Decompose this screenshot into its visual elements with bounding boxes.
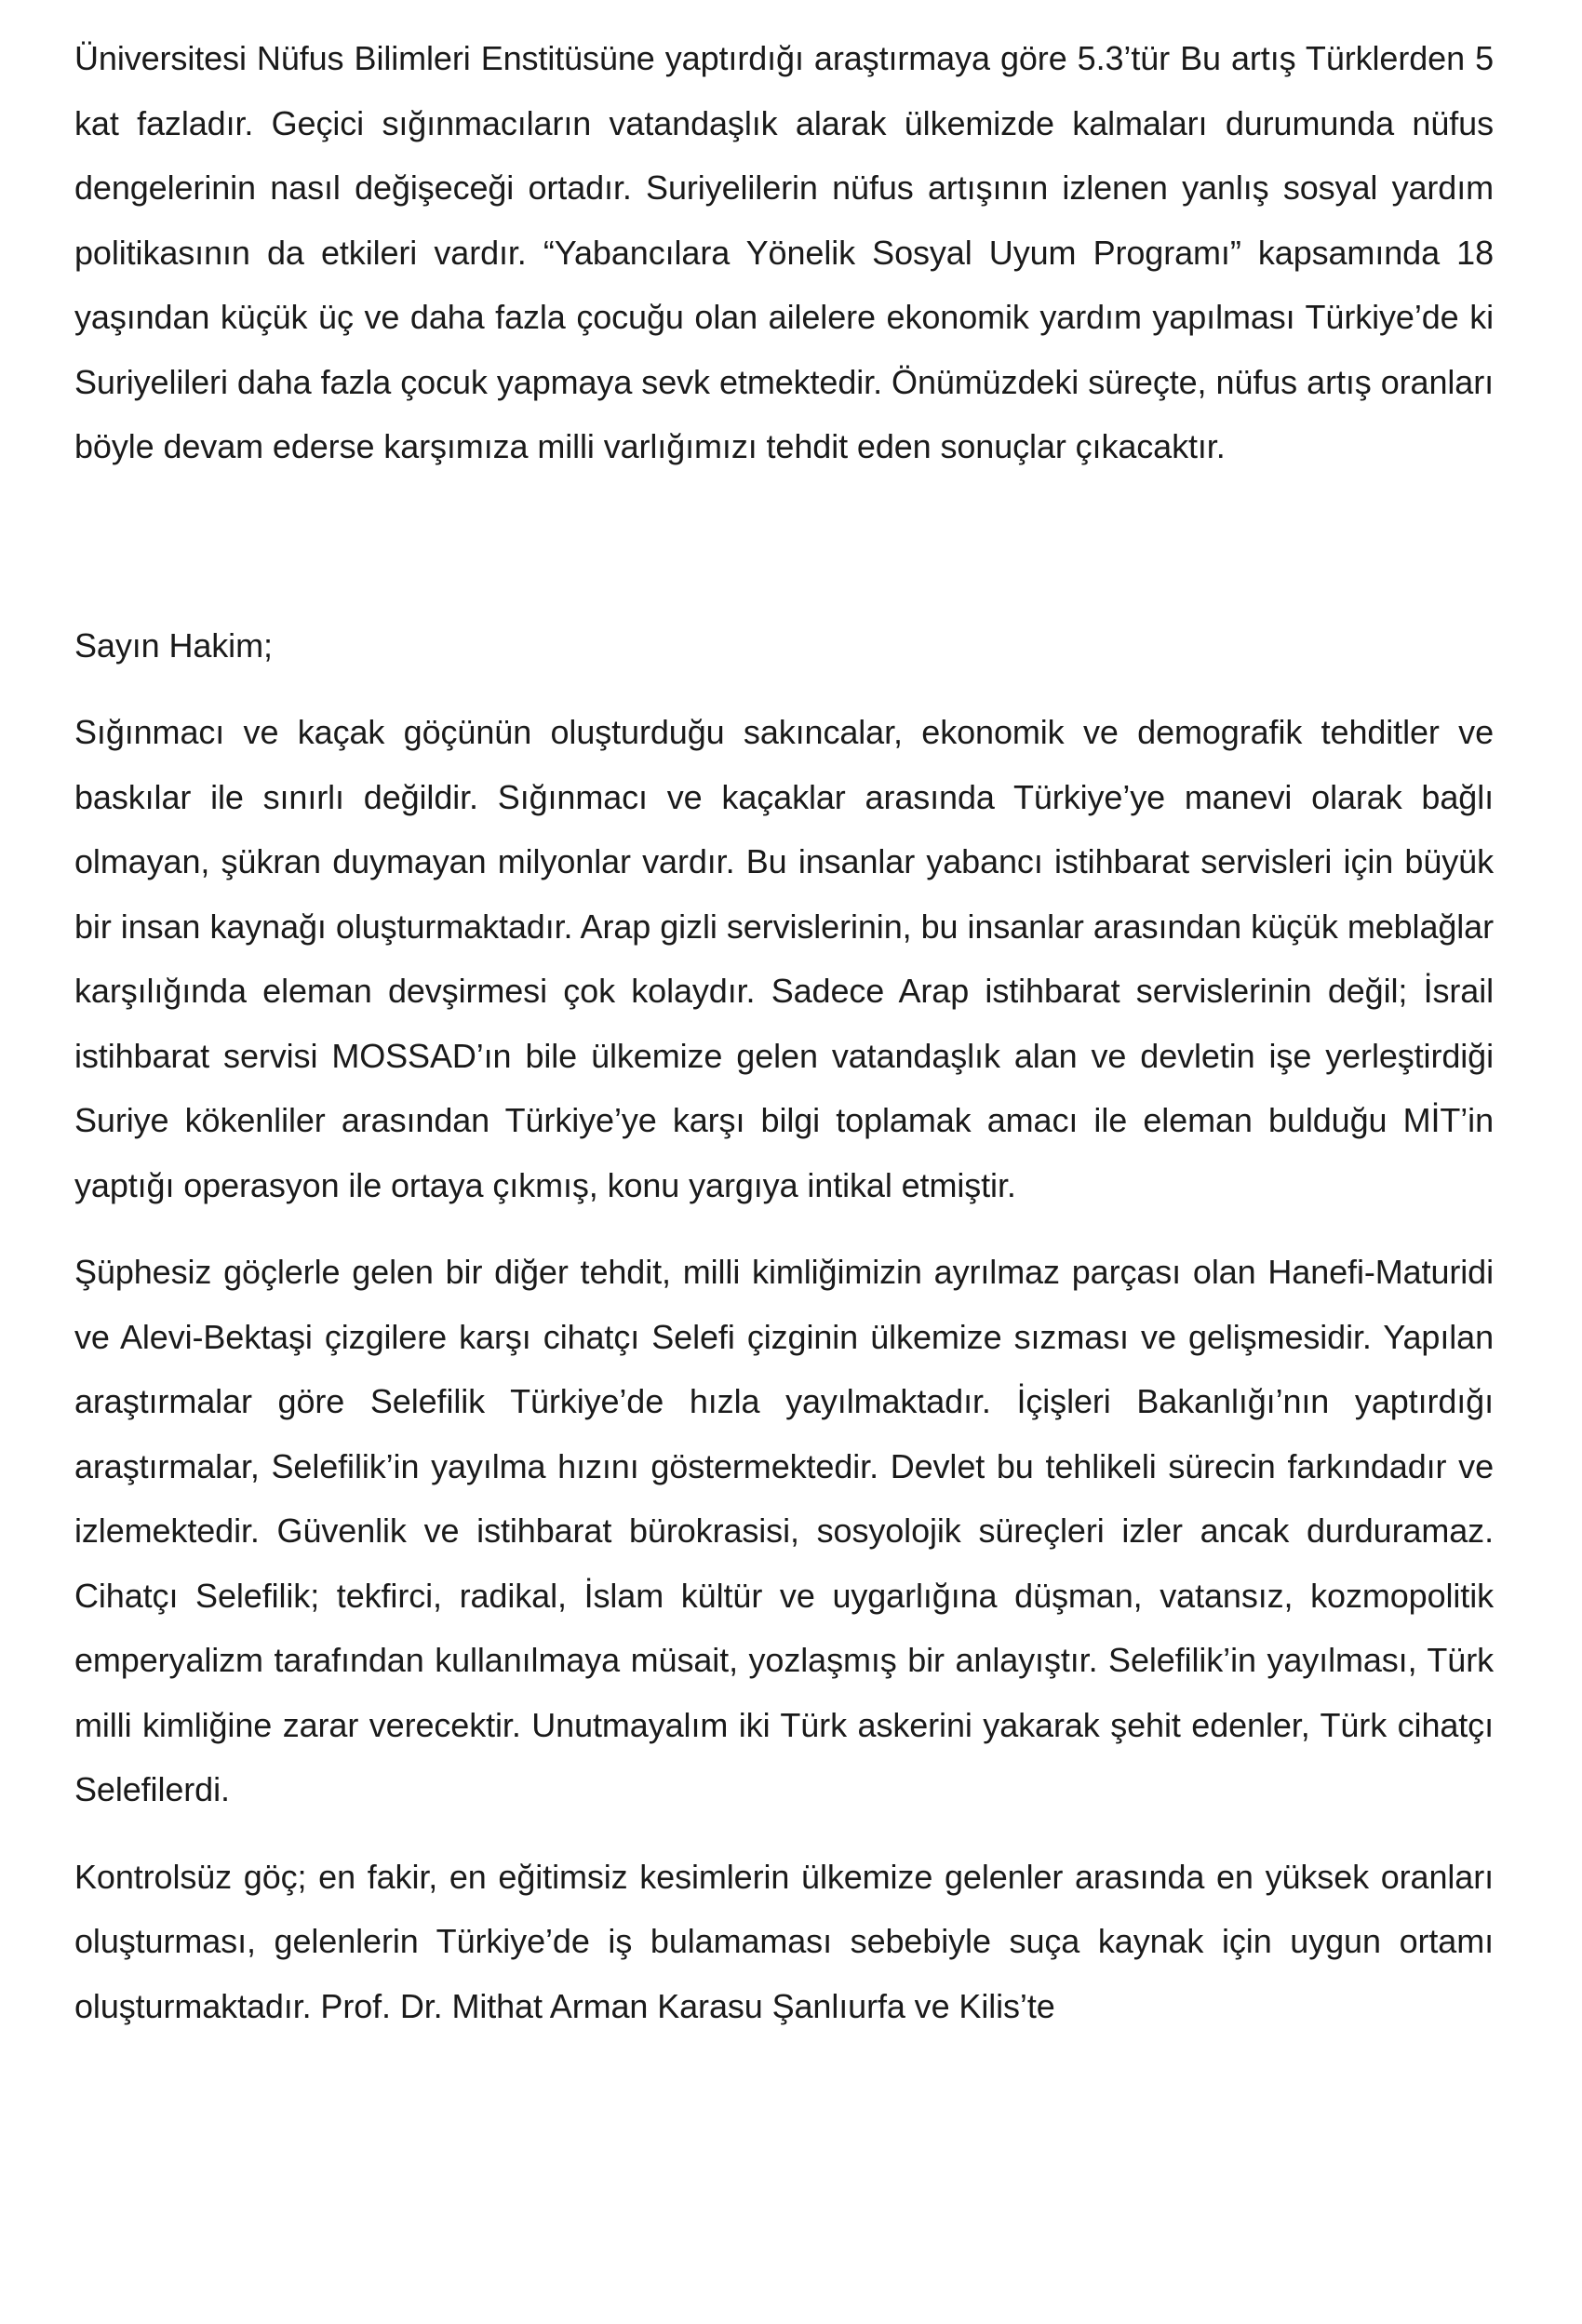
- salutation: Sayın Hakim;: [74, 625, 273, 665]
- paragraph-intelligence-threat: Sığınmacı ve kaçak göçünün oluşturduğu sakıncalar, ekonomik ve demografik tehditler ve baskılar ile sınırlı değildir. Sığınmacı ve kaçaklar arasında Türkiye’ye manevi olarak bağlı olmayan, şükran duymayan milyonlar vardır. Bu insanlar yabancı istihbarat servisleri için büyük bir insan kaynağı oluşturmaktadır. Arap gizli servislerinin, bu insanlar arasından küçük meblağlar karşılığında eleman devşirmesi çok kolaydır. Sadece Arap istihbarat servislerinin değil; İsrail istihbarat servisi MOSSAD’ın bile ülkemize gelen vatandaşlık alan ve devletin işe yerleştirdiği Suriye kökenliler arasından Türkiye’ye karşı bilgi toplamak amacı ile eleman bulduğu MİT’in yaptığı operasyon ile ortaya çıkmış, konu yargıya intikal etmiştir.: [74, 713, 1494, 1204]
- document-page: [74, 26, 1494, 2038]
- paragraph-salafism-threat: Şüphesiz göçlerle gelen bir diğer tehdit, milli kimliğimizin ayrılmaz parçası olan Hanefi-Maturidi ve Alevi-Bektaşi çizgilere karşı cihatçı Selefi çizginin ülkemize sızması ve gelişmesidir. Yapılan araştırmalar göre Selefilik Türkiye’de hızla yayılmaktadır. İçişleri Bakanlığı’nın yaptırdığı araştırmalar, Selefilik’in yayılma hızını göstermektedir. Devlet bu tehlikeli sürecin farkındadır ve izlemektedir. Güvenlik ve istihbarat bürokrasisi, sosyolojik süreçleri izler ancak durduramaz. Cihatçı Selefilik; tekfirci, radikal, İslam kültür ve uygarlığına düşman, vatansız, kozmopolitik emperyalizm tarafından kullanılmaya müsait, yozlaşmış bir anlayıştır. Selefilik’in yayılması, Türk milli kimliğine zarar verecektir. Unutmayalım iki Türk askerini yakarak şehit edenler, Türk cihatçı Selefilerdi.: [74, 1253, 1494, 1808]
- paragraph-population-growth: Üniversitesi Nüfus Bilimleri Enstitüsüne yaptırdığı araştırmaya göre 5.3’tür Bu artış Türklerden 5 kat fazladır. Geçici sığınmacıların vatandaşlık alarak ülkemizde kalmaları durumunda nüfus dengelerinin nasıl değişeceği ortadır. Suriyelilerin nüfus artışının izlenen yanlış sosyal yardım politikasının da etkileri vardır. “Yabancılara Yönelik Sosyal Uyum Programı” kapsamında 18 yaşından küçük üç ve daha fazla çocuğu olan ailelere ekonomik yardım yapılması Türkiye’de ki Suriyelileri daha fazla çocuk yapmaya sevk etmektedir. Önümüzdeki süreçte, nüfus artış oranları böyle devam ederse karşımıza milli varlığımızı tehdit eden sonuçlar çıkacaktır.: [74, 39, 1494, 465]
- paragraph-uncontrolled-migration: Kontrolsüz göç; en fakir, en eğitimsiz kesimlerin ülkemize gelenler arasında en yüksek oranları oluşturması, gelenlerin Türkiye’de iş bulamaması sebebiyle suça kaynak için uygun ortamı oluşturmaktadır. Prof. Dr. Mithat Arman Karasu Şanlıurfa ve Kilis’te: [74, 1857, 1494, 2025]
